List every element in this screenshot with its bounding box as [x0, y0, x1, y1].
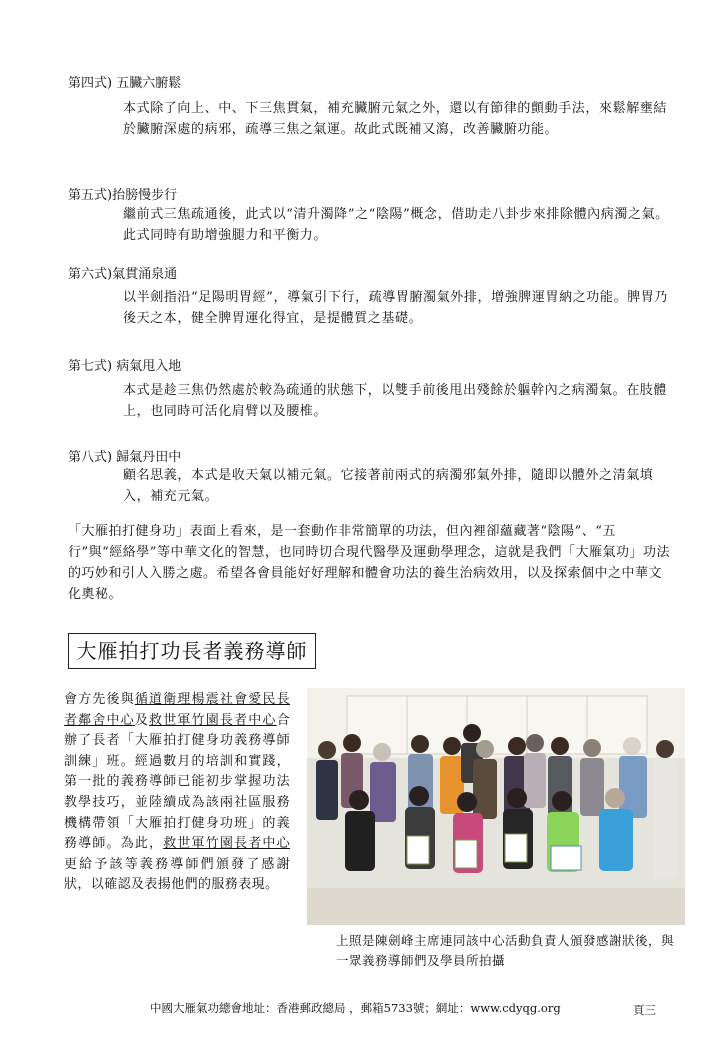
link-salvation-army-center-2: 救世軍竹園長者中心 — [163, 836, 290, 852]
side-paragraph — [64, 690, 290, 896]
intro-paragraph: 「大雁拍打健身功」表面上看來，是一套動作非常簡單的功法，但內裡卻蘊藏著“陰陽”、“五行”與“經絡學”等中華文化的智慧，也同時切合現代醫學及運動學理念，這就是我們「大雁氣功」功法的巧妙和引人入勝之處。希望各會員能好好理解和體會功法的養生治病效用，以及探索個中之中華文化奧秘。 — [68, 524, 670, 602]
section-7-heading: 第七式) 病氣甩入地 — [68, 359, 182, 374]
group-photo — [307, 688, 685, 925]
section-8-body: 顧名思義，本式是收天氣以補元氣。它接著前兩式的病濁邪氣外排，隨即以體外之清氣填入，補充元氣。 — [123, 468, 654, 504]
section-4-body: 本式除了向上、中、下三焦貫氣，補充臟腑元氣之外，還以有節律的顫動手法，來鬆解壅結於臟腑深處的病邪，疏導三焦之氣運。故此式既補又瀉，改善臟腑功能。 — [123, 101, 668, 137]
side-text-2: 及 — [134, 712, 150, 728]
section-6-heading: 第六式)氣貫涌泉通 — [68, 267, 178, 282]
section-5-body: 繼前式三焦疏通後，此式以“清升濁降”之“陰陽”概念，借助走八卦步來排除體內病濁之氣。此式同時有助增強腿力和平衡力。 — [123, 207, 669, 243]
section-8-heading: 第八式) 歸氣丹田中 — [68, 450, 182, 465]
section-6-body: 以半劍指沿“足陽明胃經”，導氣引下行，疏導胃腑濁氣外排，增強脾運胃納之功能。脾胃乃後天之本，健全脾胃運化得宜，是提體質之基礎。 — [123, 290, 668, 326]
side-text-3: 合辦了長者「大雁拍打健身功義務導師訓練」班。經過數月的培訓和實踐，第一批的義務導師已能初步掌握功法教學技巧，並陸續成為該兩社區服務機構帶領「大雁拍打健身功班」的義務導師。為此， — [64, 712, 290, 852]
footer-address: 中國大雁氣功總會地址：香港郵政總局 ，郵箱5733號；網址：www.cdyqg.org — [150, 1001, 561, 1015]
page-number: 頁三 — [633, 1003, 656, 1017]
side-text-1: 會方先後與 — [64, 692, 135, 707]
section-4-heading: 第四式) 五臟六腑鬆 — [68, 76, 182, 91]
side-text-4: 更給予該等義務導師們頒發了感謝狀，以確認及表揚他們的服務表現。 — [64, 856, 290, 893]
link-methodist-center: 循道衛理楊震社會愛民長者鄰舍中心 — [64, 692, 290, 728]
box-title: 大雁拍打功長者義務導師 — [68, 633, 316, 669]
link-salvation-army-center: 救世軍竹園長者中心 — [149, 712, 277, 728]
photo-caption: 上照是陳劍峰主席連同該中心活動負責人頒發感謝狀後，與一眾義務導師們及學員所拍攝 — [336, 933, 675, 968]
section-7-body: 本式是趁三焦仍然處於較為疏通的狀態下，以雙手前後甩出殘餘於軀幹內之病濁氣。在肢體上，也同時可活化肩臂以及腰椎。 — [123, 383, 668, 419]
section-5-heading: 第五式)抬膀慢步行 — [68, 188, 178, 203]
